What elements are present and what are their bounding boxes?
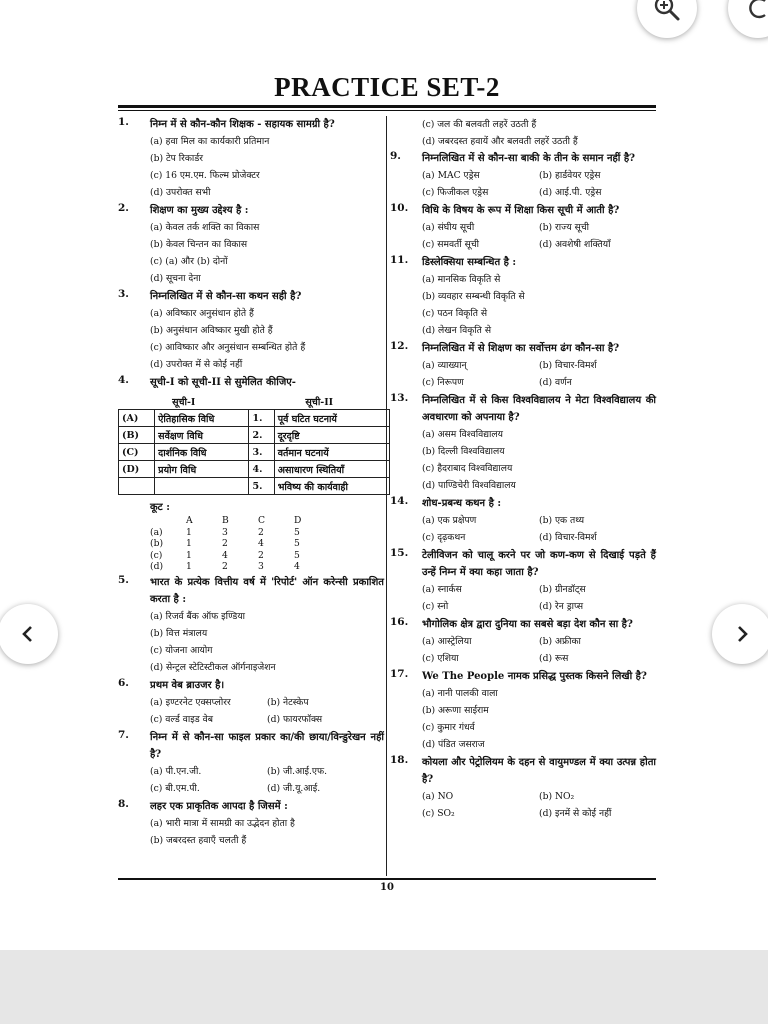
question-number: 16. [390, 616, 409, 628]
question-number: 8. [118, 797, 129, 810]
option-c: (c) फिजीकल एड्रेस [422, 187, 489, 198]
question-text: शोध-प्रबन्ध कथन है : [422, 498, 502, 509]
question-number: 10. [390, 202, 409, 214]
option-b: (b) राज्य सूची [539, 222, 590, 233]
option-a: (a) संघीय सूची [422, 222, 475, 233]
table-cell: (A) [119, 410, 155, 427]
code-cell: (d) [150, 561, 164, 573]
code-head: A [186, 515, 193, 527]
option-c: (c) एशिया [422, 653, 459, 664]
question-text: निम्नलिखित में से कौन-सा बाकी के तीन के समान नहीं है? [422, 153, 636, 164]
option-b: (b) हार्डवेयर एड्रेस [539, 170, 601, 181]
code-cell: 1 [186, 549, 192, 561]
option-b: (b) NO₂ [539, 791, 575, 802]
question-text: लहर एक प्राकृतिक आपदा है जिसमें : [150, 800, 288, 812]
code-cell: 2 [258, 526, 264, 538]
question-number: 2. [118, 202, 129, 214]
bottom-rule [118, 878, 656, 880]
code-head: C [258, 515, 266, 527]
previous-page-button[interactable] [0, 604, 58, 664]
code-cell: (a) [150, 526, 163, 538]
zoom-in-icon [652, 0, 682, 23]
question-text: प्रथम वेब ब्राउजर है। [150, 679, 225, 691]
option-c: (c) योजना आयोग [150, 644, 213, 656]
viewer-bottom-bar [0, 950, 768, 1024]
toolbar-edge-button[interactable] [728, 0, 768, 38]
option-c: (c) बी.एम.पी. [150, 782, 200, 794]
chevron-left-icon [17, 623, 39, 645]
question-13 [390, 392, 656, 494]
question-1 [118, 116, 384, 201]
code-cell: (b) [150, 538, 164, 550]
page-title: PRACTICE SET-2 [274, 72, 500, 102]
question-12 [390, 340, 656, 391]
option-c: (c) समवर्ती सूची [422, 239, 480, 250]
option-d: (d) सेन्ट्रल स्टेटिस्टीकल ऑर्गनाइजेशन [150, 661, 276, 673]
option-b: (b) व्यवहार सम्बन्धी विकृति से [422, 291, 525, 302]
option-c: (c) दृढ़कथन [422, 532, 466, 543]
option-b: (b) वित्त मंत्रालय [150, 627, 208, 639]
title-rule-thick [118, 105, 656, 108]
title-rule-thin [118, 110, 656, 111]
question-number: 6. [118, 676, 129, 689]
option-d: (d) जी.यू.आई. [267, 782, 321, 794]
table-cell: 4. [249, 461, 274, 478]
option-b: (b) ग्रीनडॉट्स [539, 584, 586, 595]
table-cell: असाधारण स्थितियाँ [274, 461, 389, 478]
chevron-right-icon [731, 623, 753, 645]
option-d: (d) अवशेषी शक्तियाँ [539, 239, 611, 250]
question-text: डिस्लेक्सिया सम्बन्धित है : [422, 257, 517, 268]
question-number: 1. [118, 116, 129, 128]
option-b: (b) जबरदस्त हवाएँ चलती हैं [150, 834, 247, 846]
option-c: (c) जल की बलवती लहरें उठती हैं [422, 119, 537, 130]
option-a: (a) असम विश्वविद्यालय [422, 429, 503, 440]
option-b: (b) विचार-विमर्श [539, 360, 597, 371]
option-d: (d) पाण्डिचेरी विश्वविद्यालय [422, 480, 516, 491]
table-cell: (B) [119, 427, 155, 444]
question-number: 17. [390, 668, 409, 680]
question-number: 4. [118, 374, 129, 386]
table-row [119, 444, 390, 461]
option-a: (a) व्याख्यान् [422, 360, 467, 371]
question-4 [118, 374, 384, 573]
question-text: शिक्षण का मुख्य उद्देश्य है : [150, 205, 249, 216]
table-cell: दूरदृष्टि [274, 427, 389, 444]
code-cell: 5 [294, 538, 300, 550]
option-c: (c) स्नो [422, 601, 449, 612]
option-d: (d) आई.पी. एड्रेस [539, 187, 602, 198]
question-text: विधि के विषय के रूप में शिक्षा किस सूची में आती है? [422, 205, 620, 216]
table-cell: 2. [249, 427, 274, 444]
question-6 [118, 677, 384, 728]
code-head: D [294, 515, 302, 527]
option-d: (d) पंडित जसराज [422, 739, 485, 750]
table-cell: (D) [119, 461, 155, 478]
code-row [150, 527, 330, 539]
code-cell: 4 [222, 549, 228, 561]
question-number: 13. [390, 392, 409, 404]
option-a: (a) अविष्कार अनुसंधान होते हैं [150, 308, 254, 319]
code-cell: 2 [222, 561, 228, 573]
question-text: We The People नामक प्रसिद्ध पुस्तक किसने लिखी है? [422, 671, 647, 682]
table-cell: दार्शनिक विधि [155, 444, 249, 461]
question-8 [118, 798, 384, 849]
code-cell: 3 [258, 561, 264, 573]
answer-codes [150, 499, 384, 573]
code-cell: 1 [186, 526, 192, 538]
option-c: (c) हैदराबाद विश्वविद्यालय [422, 463, 513, 474]
code-cell: 2 [258, 549, 264, 561]
option-d: (d) वर्णन [539, 377, 572, 388]
table-cell: 5. [249, 478, 274, 495]
option-a: (a) हवा मिल का कार्यकारी प्रतिमान [150, 136, 270, 147]
question-18 [390, 754, 656, 822]
code-cell: 3 [222, 526, 228, 538]
option-d: (d) फायरफॉक्स [267, 713, 323, 725]
code-cell: 1 [186, 561, 192, 573]
question-number: 5. [118, 573, 129, 586]
option-b: (b) अफ्रीका [539, 636, 581, 647]
option-a: (a) रिजर्व बैंक ऑफ इण्डिया [150, 610, 246, 622]
option-d: (d) जबरदस्त हवायें और बलवती लहरें उठती हैं [422, 136, 578, 147]
option-c: (c) वर्ल्ड वाइड वेब [150, 713, 213, 725]
table-cell: भविष्य की कार्यवाही [274, 478, 389, 495]
question-text: कोयला और पेट्रोलियम के दहन से वायुमण्डल में क्या उत्पन्न होता है? [422, 757, 656, 785]
code-cell: 5 [294, 526, 300, 538]
option-b: (b) दिल्ली विश्वविद्यालय [422, 446, 505, 457]
table-cell: पूर्व घटित घटनायें [274, 410, 389, 427]
option-b: (b) केवल चिन्तन का विकास [150, 239, 248, 250]
partial-icon [743, 0, 768, 23]
question-text: सूची-I को सूची-II से सुमेलित कीजिए- [150, 377, 296, 388]
list-1-header: सूची-I [172, 396, 196, 408]
question-text: भौगोलिक क्षेत्र द्वारा दुनिया का सबसे बड़ा देश कौन सा है? [422, 619, 633, 630]
question-number: 15. [390, 547, 409, 559]
option-c: (c) कुमार गंधर्व [422, 722, 475, 733]
question-2 [118, 202, 384, 287]
table-cell [155, 478, 249, 495]
code-row [150, 550, 330, 562]
code-row [150, 538, 330, 550]
option-a: (a) MAC एड्रेस [422, 170, 480, 181]
option-a: (a) एक प्रक्षेपण [422, 515, 477, 526]
question-14 [390, 495, 656, 546]
table-row [119, 478, 390, 495]
option-b: (b) एक तथ्य [539, 515, 585, 526]
table-cell: ऐतिहासिक विधि [155, 410, 249, 427]
option-a: (a) केवल तर्क शक्ति का विकास [150, 222, 260, 233]
code-cell: 2 [222, 538, 228, 550]
code-row [150, 561, 330, 573]
question-number: 11. [390, 254, 409, 266]
question-number: 7. [118, 728, 129, 741]
code-cell: 4 [294, 561, 300, 573]
zoom-in-button[interactable] [637, 0, 697, 38]
option-a: (a) आस्ट्रेलिया [422, 636, 472, 647]
question-3 [118, 288, 384, 373]
option-b: (b) अनुसंधान अविष्कार मुखी होते हैं [150, 325, 273, 336]
left-column [118, 116, 384, 850]
option-a: (a) भारी मात्रा में सामग्री का उद्भेदन होता है [150, 817, 295, 829]
page-number: 10 [380, 882, 394, 893]
option-d: (d) रूस [539, 653, 569, 664]
option-d: (d) इनमें से कोई नहीं [539, 808, 612, 819]
question-number: 9. [390, 150, 401, 162]
option-d: (d) रेन ड्राप्स [539, 601, 584, 612]
table-cell: प्रयोग विधि [155, 461, 249, 478]
question-7 [118, 729, 384, 797]
option-c: (c) आविष्कार और अनुसंधान सम्बन्धित होते हैं [150, 342, 306, 353]
option-a: (a) पी.एन.जी. [150, 765, 202, 777]
option-b: (b) नेटस्केप [267, 696, 309, 708]
code-head [150, 515, 186, 527]
table-cell: (C) [119, 444, 155, 461]
question-10 [390, 202, 656, 253]
option-b: (b) जी.आई.एफ. [267, 765, 327, 777]
question-text: टेलीविजन को चालू करने पर जो कण-कण से दिखाई पड़ते हैं उन्हें निम्न में क्या कहा जाता है? [422, 550, 656, 578]
option-a: (a) मानसिक विकृति से [422, 274, 501, 285]
table-row [119, 427, 390, 444]
option-d: (d) उपरोक्त में से कोई नहीं [150, 359, 243, 370]
option-c: (c) निरूपण [422, 377, 464, 388]
option-b: (b) अरूणा साईराम [422, 705, 489, 716]
option-d: (d) उपरोक्त सभी [150, 187, 211, 198]
question-15 [390, 547, 656, 615]
code-cell: (c) [150, 549, 163, 561]
question-number: 12. [390, 340, 409, 352]
question-number: 3. [118, 288, 129, 300]
table-row [119, 410, 390, 427]
option-c: (c) 16 एम.एम. फिल्म प्रोजेक्टर [150, 170, 260, 181]
document-page [118, 60, 656, 900]
question-text: भारत के प्रत्येक वित्तीय वर्ष में 'रिपोर्ट' ऑन करेन्सी प्रकाशित करता है : [150, 576, 384, 605]
question-16 [390, 616, 656, 667]
next-page-button[interactable] [712, 604, 768, 664]
table-cell: वर्तमान घटनायें [274, 444, 389, 461]
question-number: 18. [390, 754, 409, 766]
option-d: (d) लेखन विकृति से [422, 325, 492, 336]
option-c: (c) SO₂ [422, 808, 455, 819]
option-c: (c) (a) और (b) दोनों [150, 256, 228, 267]
table-cell [119, 478, 155, 495]
question-number: 14. [390, 495, 409, 507]
column-divider [386, 116, 387, 876]
question-8-continued [422, 116, 656, 150]
question-9 [390, 150, 656, 201]
option-d: (d) विचार-विमर्श [539, 532, 597, 543]
question-text: निम्नलिखित में से कौन-सा कथन सही है? [150, 291, 302, 302]
question-17 [390, 668, 656, 753]
question-text: निम्नलिखित में से किस विश्वविद्यालय ने मेटा विश्वविद्यालय की अवधारणा को अपनाया है? [422, 395, 656, 423]
table-cell: 1. [249, 410, 274, 427]
option-d: (d) सूचना देना [150, 273, 201, 284]
question-text: निम्न में से कौन-सा फाइल प्रकार का/की छाया/विन्डुरेखन नहीं है? [150, 731, 384, 760]
table-cell: सर्वेक्षण विधि [155, 427, 249, 444]
code-cell: 1 [186, 538, 192, 550]
question-text: निम्न में से कौन-कौन शिक्षक - सहायक सामग्री है? [150, 119, 335, 130]
table-cell: 3. [249, 444, 274, 461]
code-cell: 4 [258, 538, 264, 550]
option-c: (c) पठन विकृति से [422, 308, 488, 319]
option-a: (a) इण्टरनेट एक्सप्लोरर [150, 696, 231, 708]
match-table [118, 393, 390, 495]
option-a: (a) NO [422, 791, 454, 802]
list-2-header: सूची-II [305, 396, 334, 408]
option-a: (a) नानी पालकी वाला [422, 688, 498, 699]
option-b: (b) टेप रिकार्डर [150, 153, 203, 164]
right-column [390, 116, 656, 823]
code-cell: 5 [294, 549, 300, 561]
code-head: B [222, 515, 229, 527]
question-5 [118, 574, 384, 676]
option-a: (a) स्नार्कस [422, 584, 462, 595]
codes-label: कूट : [150, 502, 170, 513]
question-11 [390, 254, 656, 339]
question-text: निम्नलिखित में से शिक्षण का सर्वोत्तम ढंग कौन-सा है? [422, 343, 620, 354]
table-row [119, 461, 390, 478]
